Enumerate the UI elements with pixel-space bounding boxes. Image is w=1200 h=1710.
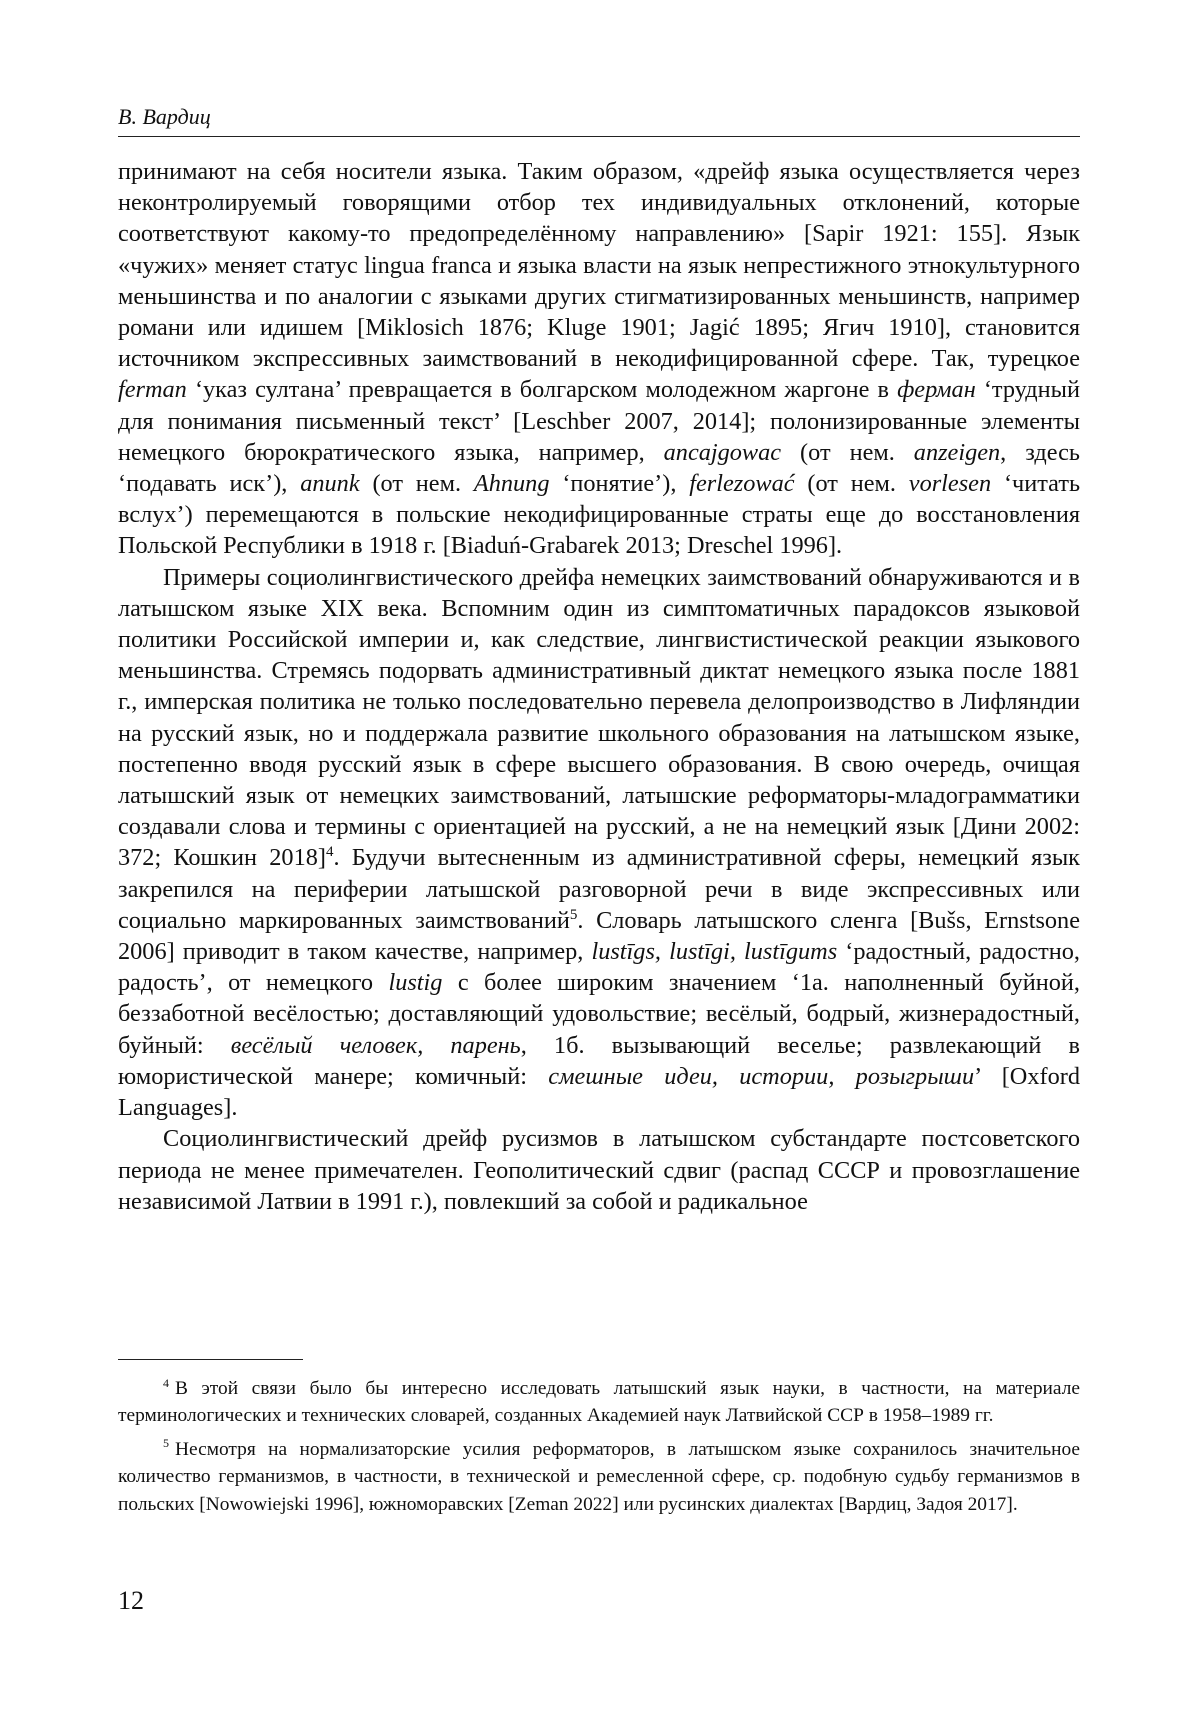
text-run: . Будучи вытесненным из административной сферы, немецкий язык закрепился на периферии латышской разговорной речи в виде экспрессивных или социально маркированных заимствований: [118, 844, 1080, 934]
text-run: Социолингвистический дрейф русизмов в латышском субстандарте постсоветского периода не менее примечателен. Геополитический сдвиг (распад СССР и провозглашение независимой Латвии в 1991 г.), повлекший за собой и радикальное: [118, 1125, 1080, 1215]
text-run: ‘указ султана’ превращается в болгарском молодежном жаргоне в: [186, 376, 898, 404]
text-run: (от нем.: [781, 438, 914, 466]
footnote-number: 4: [163, 1375, 170, 1390]
text-run: ‘понятие’),: [549, 470, 690, 498]
text-run: ‘читать вслух’) перемещаются в польские некодифицированные страты еще до восстановления Польской Республики в 1918 г. [Biaduń-Grabarek 2013; Dreschel 1996].: [118, 470, 1081, 560]
italic-term: ferman: [118, 376, 187, 404]
text-run: принимают на себя носители языка. Таким образом, «дрейф языка осуществляется через неконтролируемый говорящими отбор тех индивидуальных отклонений, которые соответствуют какому-то предопределённому направлению» [Sapir 1921: 155]. Язык «чужих» меняет статус lingua franca и языка власти на язык непрестижного этнокультурного меньшинства и по аналогии с языками других стигматизированных меньшинств, например романи или идишем [Miklosich 1876; Kluge 1901; Jagić 1895; Ягич 1910], становится источником экспрессивных заимствований в некодифицированной сфере. Так, турецкое: [118, 158, 1080, 373]
italic-term: ferlezować: [689, 470, 795, 498]
text-run: . Словарь латышского сленга [Bušs, Ernstsone 2006] приводит в таком качестве, например,: [118, 906, 1080, 966]
italic-term: смешные идеи, истории, розыгрыши: [548, 1062, 975, 1090]
italic-term: ферман: [897, 376, 976, 404]
text-run: (от нем.: [794, 470, 909, 498]
italic-term: ancajgowac: [663, 438, 782, 466]
footnote-ref: 4: [325, 844, 334, 861]
text-run: ‘радостный, радостно, радость’, от немецкого: [118, 938, 1080, 997]
body-text: [118, 156, 1080, 1217]
text-run: (от нем.: [359, 470, 474, 498]
footnote-5: [118, 1436, 1080, 1518]
running-header-author: В. Вардиц: [118, 104, 211, 129]
italic-term: lustig: [388, 969, 443, 997]
paragraph-2: [118, 562, 1080, 1124]
italic-term: vorlesen: [908, 470, 992, 498]
text-run: ‘трудный для понимания письменный текст’ [Leschber 2007, 2014]; полонизированные элементы немецкого бюрократического языка, например,: [118, 376, 1080, 466]
footnote-text: В этой связи было бы интересно исследовать латышский язык науки, в частности, на материале терминологических и технических словарей, созданных Академией наук Латвийской ССР в 1958–1989 гг.: [118, 1378, 1080, 1427]
footnotes: [118, 1375, 1080, 1524]
footnote-4: [118, 1375, 1080, 1430]
text-run: ’ [Oxford Languages].: [118, 1062, 1080, 1122]
italic-term: anunk: [300, 470, 360, 498]
page-number: 12: [118, 1586, 144, 1615]
footnote-separator: [118, 1359, 303, 1360]
italic-term: весёлый человек, парень: [230, 1031, 521, 1059]
text-run: Примеры социолингвистического дрейфа немецких заимствований обнаруживаются и в латышском языке XIX века. Вспомним один из симптоматичных парадоксов языковой политики Российской империи и, как следствие, лингвистистической реакции языкового меньшинства. Стремясь подорвать административный диктат немецкого языка после 1881 г., имперская политика не только последовательно перевела делопроизводство в Лифляндии на русский язык, но и поддержала развитие школьного образования на латышском языке, постепенно вводя русский язык в сфере высшего образования. В свою очередь, очищая латышский язык от немецких заимствований, латышские реформаторы-младограмматики создавали слова и термины с ориентацией на русский, а не на немецкий язык [Дини 2002: 372; Кошкин 2018]: [118, 563, 1080, 872]
italic-term: Ahnung: [473, 470, 550, 498]
text-run: с более широким значением ‘1а. наполненный буйной, беззаботной весёлостью; доставляющий удовольствие; весёлый, бодрый, жизнерадостный, буйный:: [118, 969, 1080, 1059]
paragraph-1: [118, 156, 1080, 562]
italic-term: lustīgs, lustīgi, lustīgums: [591, 938, 838, 966]
italic-term: anzeigen: [913, 438, 1001, 466]
header-rule: [118, 136, 1080, 137]
footnote-text: Несмотря на нормализаторские усилия реформаторов, в латышском языке сохранилось значительное количество германизмов, в частности, в технической и ремесленной сфере, ср. подобную судьбу германизмов в польских [Nowowiejski 1996], южноморавских [Zeman 2022] или русинских диалектах [Вардиц, Задоя 2017].: [118, 1438, 1080, 1515]
text-run: , 1б. вызывающий веселье; развлекающий в юмористической манере; комичный:: [118, 1031, 1080, 1090]
footnote-ref: 5: [569, 906, 578, 923]
text-run: , здесь ‘подавать иск’),: [118, 438, 1080, 498]
footnote-number: 5: [163, 1436, 170, 1451]
paragraph-3: [118, 1123, 1080, 1217]
